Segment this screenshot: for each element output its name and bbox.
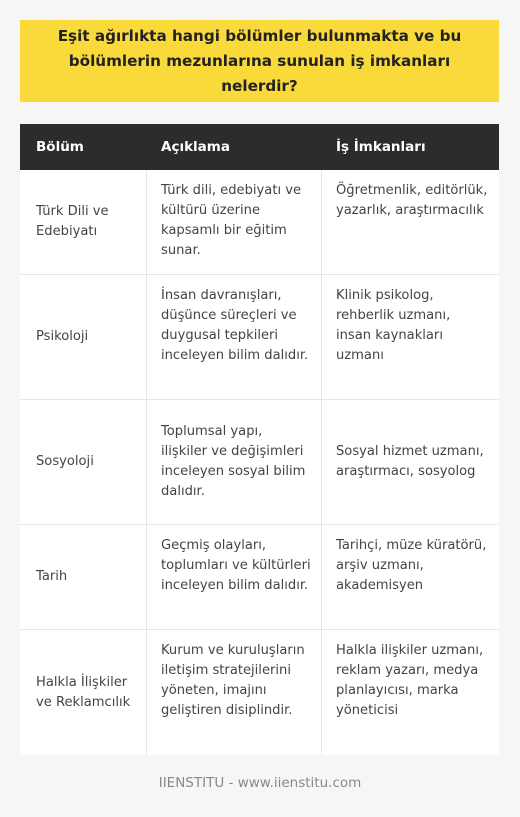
jobs-cell: Öğretmenlik, editörlük, yazarlık, araştırmacılık (336, 183, 488, 218)
header-department: Bölüm (36, 139, 84, 155)
description-cell: Türk dili, edebiyatı ve kültürü üzerine kapsamlı bir eğitim sunar. (146, 170, 322, 274)
description-cell: Toplumsal yapı, ilişkiler ve değişimleri inceleyen sosyal bilim dalıdır. (146, 400, 322, 524)
description-cell: Geçmiş olayları, toplumları ve kültürleri inceleyen bilim dalıdır. (146, 525, 322, 629)
table-row (20, 525, 499, 630)
departments-table (20, 124, 499, 755)
page-title: Eşit ağırlıkta hangi bölümler bulunmakta ve bu bölümlerin mezunlarına sunulan iş imkanları nelerdir? (57, 26, 462, 95)
department-cell: Psikoloji (36, 329, 89, 344)
jobs-cell: Sosyal hizmet uzmanı, araştırmacı, sosyolog (336, 444, 484, 479)
footer-credit: IIENSTITU - www.iienstitu.com (158, 775, 362, 791)
header-description: Açıklama (161, 139, 230, 155)
table-row (20, 170, 499, 275)
description-cell: İnsan davranışları, düşünce süreçleri ve duygusal tepkileri inceleyen bilim dalıdır. (146, 275, 322, 399)
table-row (20, 275, 499, 400)
table-row (20, 630, 499, 755)
description-cell: Kurum ve kuruluşların iletişim stratejilerini yöneten, imajını geliştiren disiplindir. (146, 630, 322, 755)
table-header-row (20, 124, 499, 170)
department-cell: Türk Dili ve Edebiyatı (36, 204, 109, 239)
title-banner (20, 20, 499, 102)
jobs-cell: Tarihçi, müze küratörü, arşiv uzmanı, akademisyen (336, 538, 487, 593)
department-cell: Tarih (36, 569, 68, 584)
header-job-opportunities: İş İmkanları (336, 139, 426, 155)
table-row (20, 400, 499, 525)
department-cell: Halkla İlişkiler ve Reklamcılık (36, 674, 131, 710)
jobs-cell: Klinik psikolog, rehberlik uzmanı, insan kaynakları uzmanı (336, 288, 451, 363)
department-cell: Sosyoloji (36, 454, 94, 469)
jobs-cell: Halkla ilişkiler uzmanı, reklam yazarı, medya planlayıcısı, marka yöneticisi (336, 643, 484, 718)
